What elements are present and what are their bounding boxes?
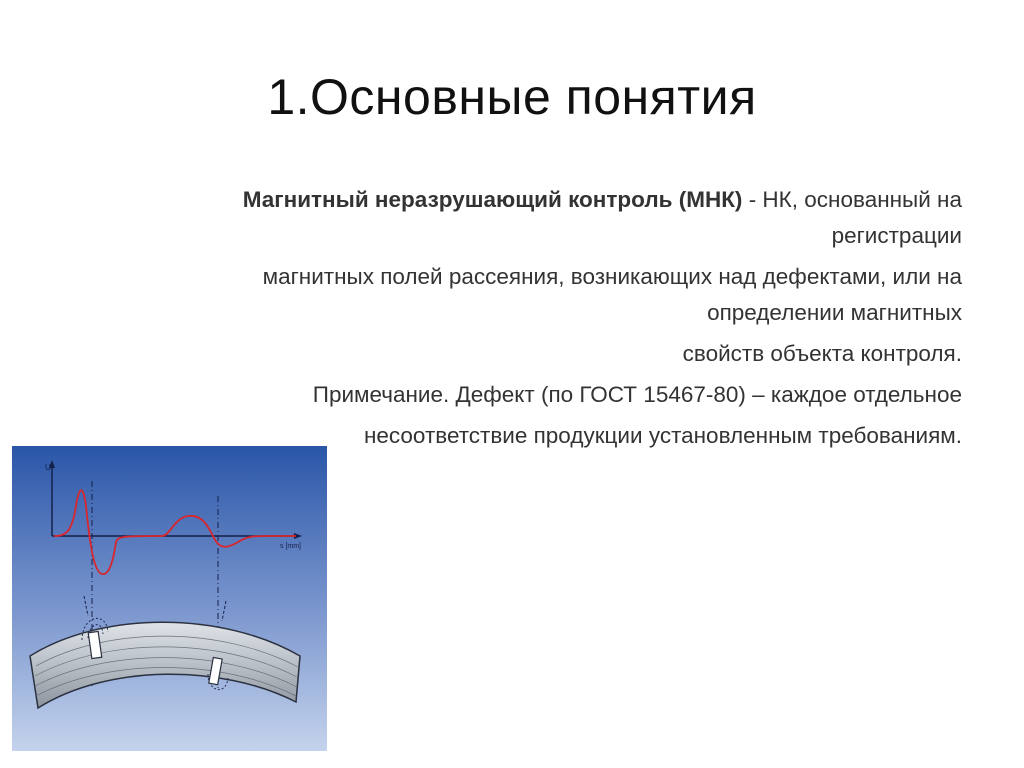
- illustration-background: [12, 446, 327, 751]
- definition-line-1: [140, 182, 962, 218]
- y-axis-label: U: [45, 463, 51, 472]
- x-axis-label: s [mm]: [280, 543, 301, 550]
- definition-term: Магнитный неразрушающий контроль (МНК): [242, 187, 743, 212]
- note-line-2: несоответствие продукции установленным требованиям.: [363, 423, 962, 448]
- slide-title: 1.Основные понятия: [267, 69, 757, 125]
- definition-line-4: определении магнитных: [707, 300, 962, 325]
- illustration-svg: [12, 446, 327, 751]
- note-line-1: Примечание. Дефект (по ГОСТ 15467-80) – каждое отдельное: [312, 382, 962, 407]
- definition-line-2: регистрации: [831, 223, 962, 248]
- leakage-field-illustration: [12, 446, 327, 751]
- slide-body: [140, 182, 962, 454]
- definition-line-5: свойств объекта контроля.: [682, 341, 962, 366]
- definition-line-3: магнитных полей рассеяния, возникающих над дефектами, или на: [262, 264, 962, 289]
- definition-line-1-rest: - НК, основанный на: [742, 187, 962, 212]
